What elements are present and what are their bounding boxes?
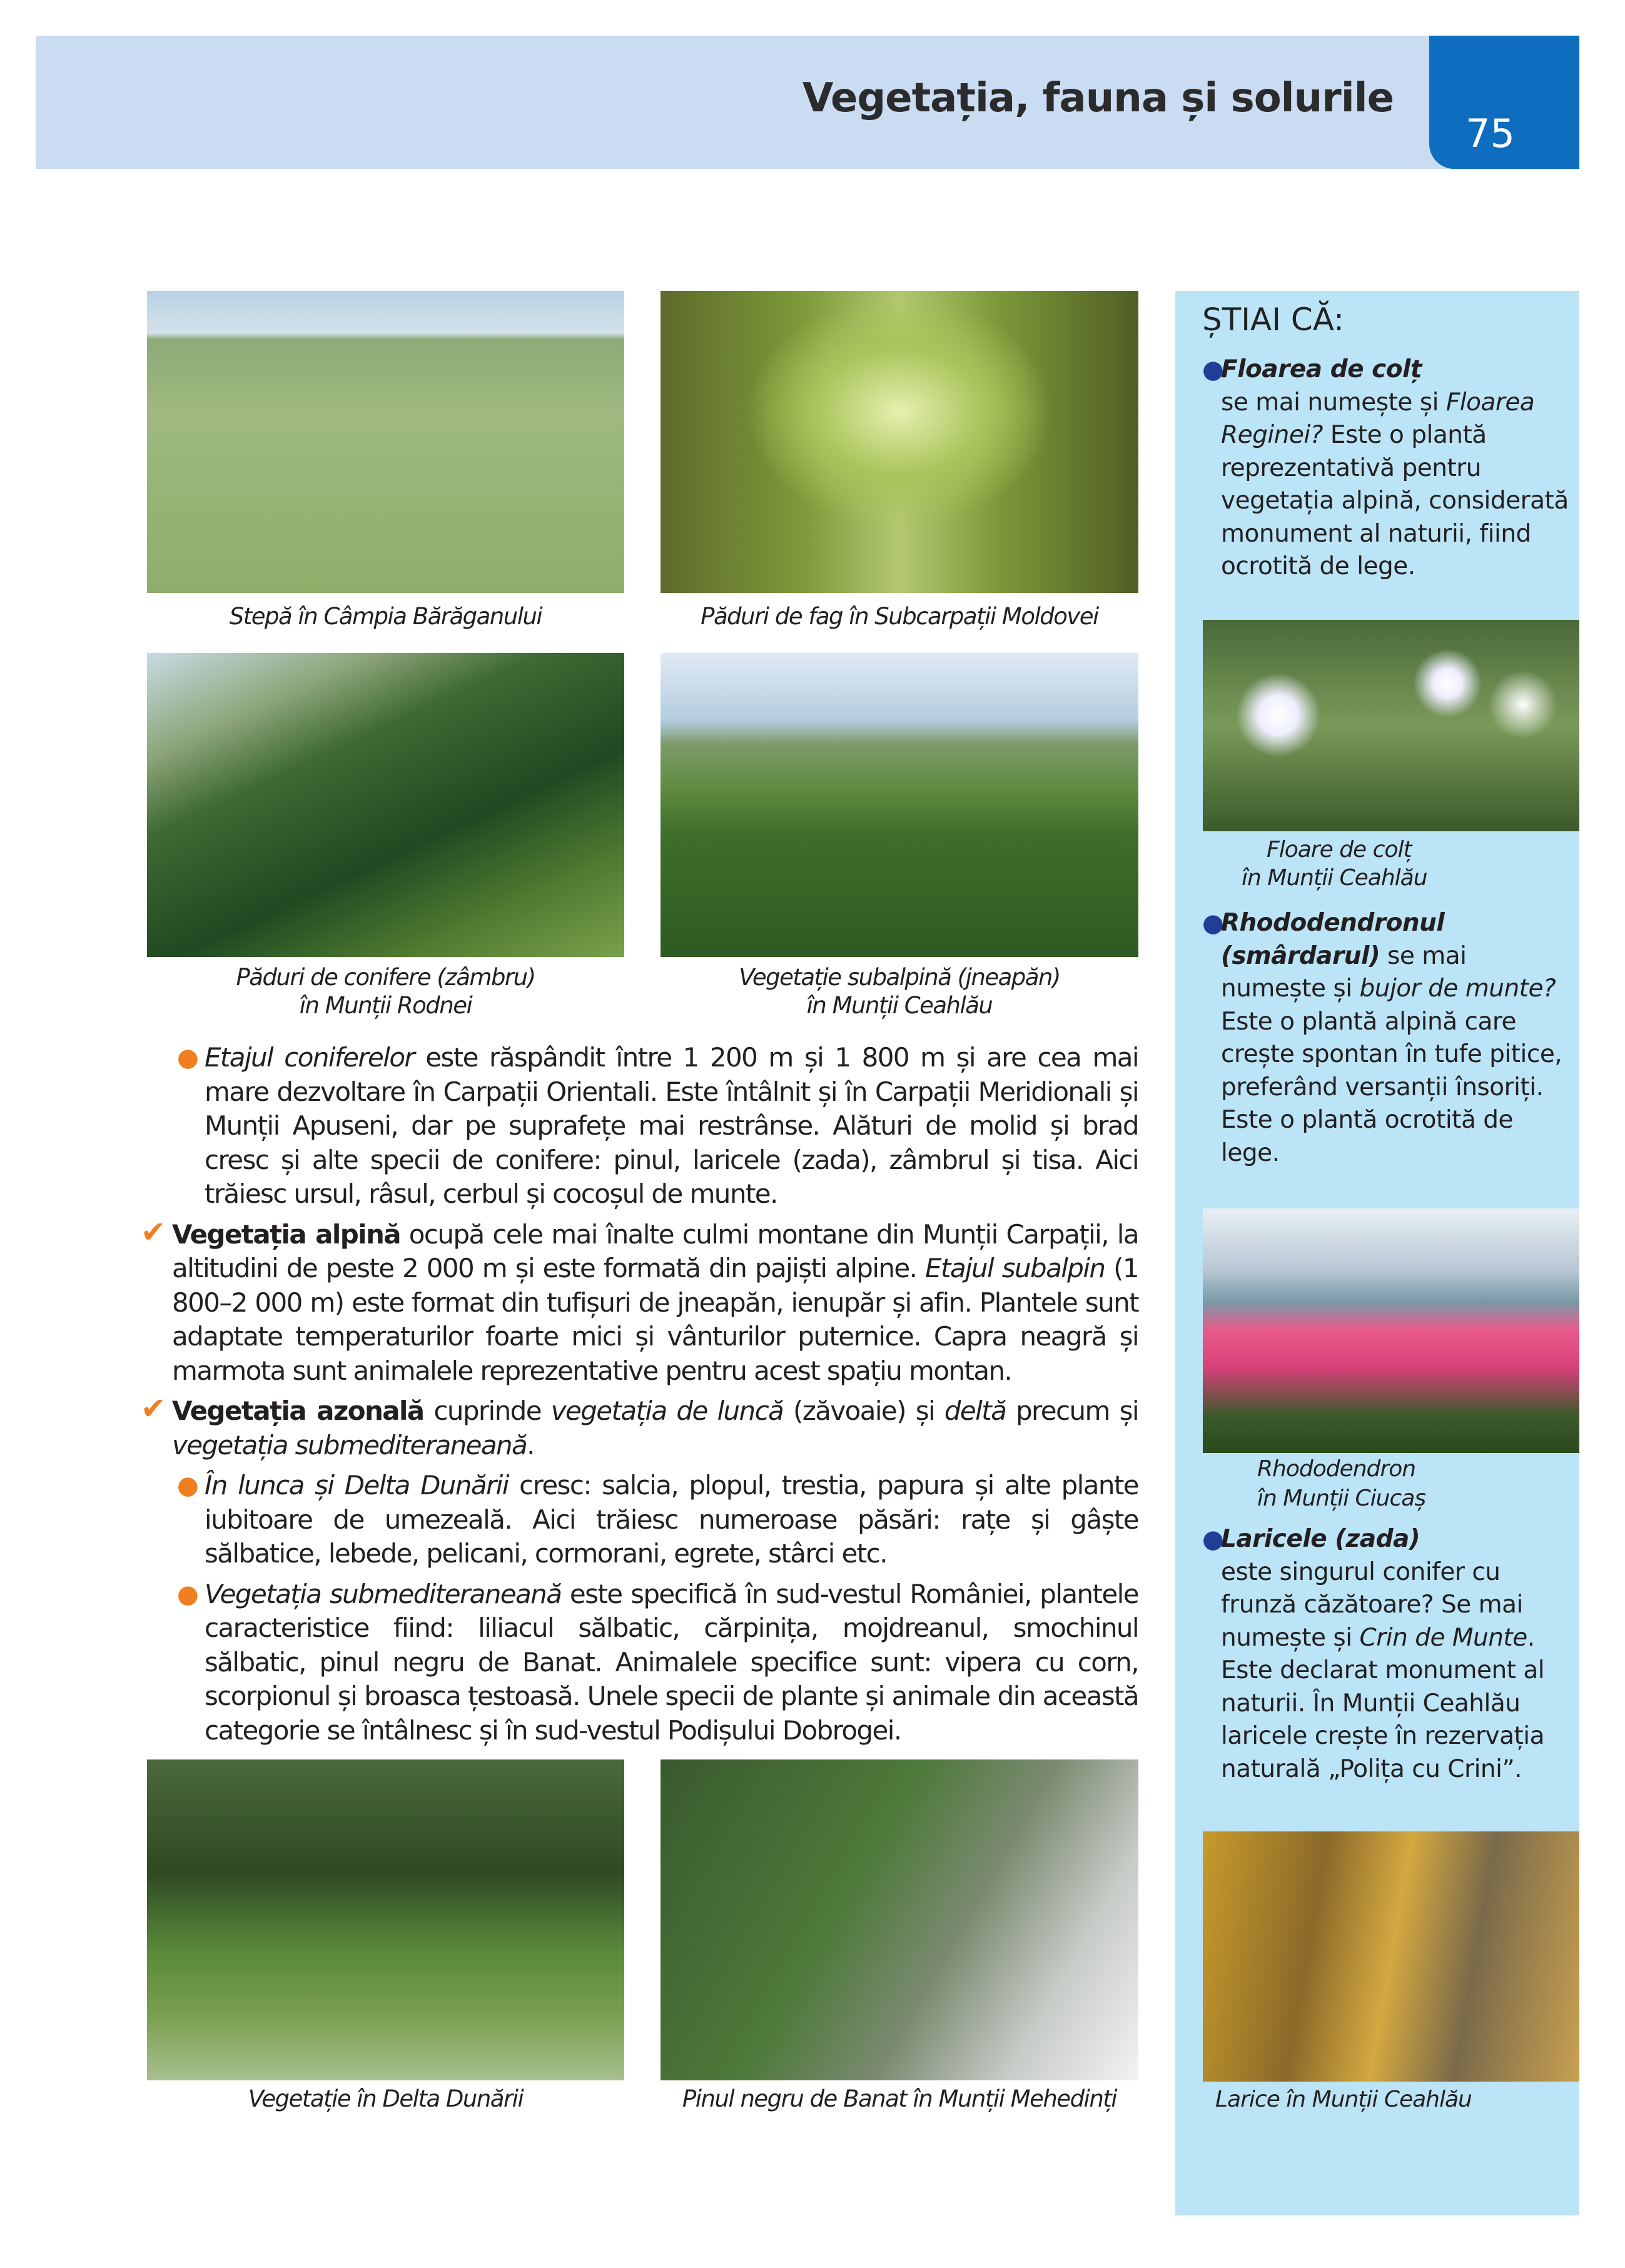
text: precum și	[1006, 1395, 1138, 1426]
text: este răspândit între 1 200 m și 1 800 m și are cea mai mare dezvoltare în Carpații Orientali. Este întâlnit și în Carpații Meridionali și Munții Apuseni, dar pe suprafețe mai restrânse. Alături de molid și brad cresc și alte specii de conifere: pinul, laricele (zada), zâmbrul și tisa. Aici trăiesc ursul, râsul, cerbul și cocoșul de munte.	[205, 1042, 1138, 1209]
paragraph-conifers	[172, 1041, 1138, 1212]
check-icon: ✔	[141, 1214, 165, 1250]
term: Vegetația alpină	[172, 1218, 400, 1250]
bullet-icon: ●	[1202, 909, 1224, 938]
caption	[1257, 1454, 1425, 1513]
term: Etajul coniferelor	[205, 1042, 415, 1073]
caption: Vegetație în Delta Dunării	[248, 2085, 524, 2112]
caption-line: în Munții Rodnei	[299, 992, 472, 1019]
caption-line: Păduri de conifere (zâmbru)	[236, 964, 535, 991]
fact-edelweiss	[1202, 353, 1571, 584]
term: În lunca și Delta Dunării	[205, 1470, 509, 1501]
caption: Păduri de fag în Subcarpații Moldovei	[701, 603, 1098, 630]
caption	[1267, 835, 1412, 864]
term: Vegetația azonală	[172, 1395, 424, 1426]
caption-line: Floare de colț	[1267, 837, 1412, 863]
sidebar-title: ȘTIAI CĂ:	[1202, 301, 1344, 338]
term: Laricele (zada)	[1221, 1525, 1420, 1553]
caption: Larice în Munții Ceahlău	[1215, 2087, 1472, 2112]
caption-line: Rhododendron	[1257, 1456, 1416, 1482]
caption: Stepă în Câmpia Bărăganului	[229, 603, 542, 630]
text: Este o plantă alpină care crește spontan în tufe pitice, preferând versanții însoriți. Este o plantă ocrotită de lege.	[1221, 1007, 1562, 1167]
text: (zăvoaie) și	[783, 1395, 944, 1426]
photo-edelweiss	[1203, 620, 1579, 831]
term: Floarea Reginei?	[1221, 388, 1535, 449]
term: Vegetația submediteraneană	[205, 1578, 562, 1609]
photo-rhododendron	[1203, 1208, 1579, 1453]
paragraph-azonal	[141, 1391, 1138, 1462]
photo-steppe	[147, 291, 624, 593]
page-number: 75	[1429, 36, 1579, 169]
photo-larch	[1203, 1831, 1579, 2082]
text: este singurul conifer cu frunză căzătoare? Se mai numește și	[1221, 1557, 1523, 1652]
text: Este o plantă reprezentativă pentru vegetația alpină, considerată monument al naturii, fiind ocrotită de lege.	[1221, 421, 1569, 580]
chapter-title: Vegetația, fauna și solurile	[802, 75, 1394, 121]
photo-beech-forest	[661, 291, 1138, 593]
bullet-icon: ●	[1202, 355, 1224, 384]
text: ocupă cele mai înalte culmi montane din Munții Carpații, la altitudini de peste 2 000 m și este formată din pajiști alpine.	[172, 1218, 1138, 1283]
term: deltă	[944, 1395, 1006, 1426]
paragraph-submediterranean	[172, 1577, 1138, 1748]
text: este specifică în sud-vestul României, plantele caracteristice fiind: liliacul sălbatic, cărpinița, mojdreanul, smochinul sălbatic, pinul negru de Banat. Animalele specifice sunt: vipera cu corn, scorpionul și broasca țestoasă. Unele specii de plante și animale din această categorie se întâlnesc și în sud-vestul Podișului Dobrogei.	[205, 1578, 1138, 1746]
term: Rhododendronul (smârdarul)	[1221, 909, 1445, 970]
text: . Este declarat monument al naturii. În Munții Ceahlău laricele crește în rezervația naturală „Polița cu Crini”.	[1221, 1623, 1545, 1783]
text: cuprinde	[423, 1395, 551, 1426]
fact-rhododendron	[1202, 907, 1571, 1170]
caption	[661, 963, 1138, 1020]
text: se mai numește și	[1221, 388, 1446, 417]
text: cresc: salcia, plopul, trestia, papura și alte plante iubitoare de umezeală. Aici trăiesc numeroase păsări: rațe și gâște sălbatice, lebede, pelicani, cormorani, egrete, stârci etc.	[205, 1470, 1138, 1569]
paragraph-alpine	[141, 1214, 1138, 1389]
bullet-icon: ●	[177, 1043, 198, 1072]
term: Etajul subalpin	[925, 1253, 1105, 1283]
caption-line: în Munții Ceahlău	[806, 992, 993, 1019]
fact-larch	[1202, 1523, 1571, 1786]
text: se mai numește și	[1221, 941, 1467, 1003]
bullet-icon: ●	[177, 1579, 198, 1609]
paragraph-delta	[172, 1469, 1138, 1571]
term: Crin de Munte	[1359, 1623, 1527, 1652]
bullet-icon: ●	[1202, 1525, 1224, 1554]
caption-line: în Munții Ciucaș	[1257, 1486, 1426, 1511]
main-text	[141, 1041, 1138, 1754]
photo-delta	[147, 1759, 624, 2080]
caption-line: Vegetație subalpină (jneapăn)	[739, 964, 1060, 991]
term: Floarea de colț	[1221, 355, 1422, 383]
term: bujor de munte?	[1359, 975, 1556, 1003]
text: (1 800–2 000 m) este format din tufișuri de jneapăn, ienupăr și afin. Plantele sunt adaptate temperaturilor foarte mici și vânturilor puternice. Capra neagră și marmota sunt animalele reprezentative pentru acest spațiu montan.	[172, 1253, 1138, 1386]
photo-subalpine	[661, 653, 1138, 957]
caption-line: în Munții Ceahlău	[1242, 865, 1427, 891]
photo-conifer-forest	[147, 653, 624, 957]
term: vegetația submediteraneană	[172, 1429, 527, 1461]
bullet-icon: ●	[177, 1471, 198, 1500]
caption	[147, 963, 624, 1020]
term: vegetația de luncă	[550, 1395, 784, 1426]
check-icon: ✔	[141, 1391, 165, 1426]
photo-black-pine	[661, 1759, 1138, 2080]
text: .	[527, 1429, 534, 1461]
caption	[1242, 863, 1427, 893]
caption: Pinul negru de Banat în Munții Mehedinți	[682, 2085, 1117, 2112]
